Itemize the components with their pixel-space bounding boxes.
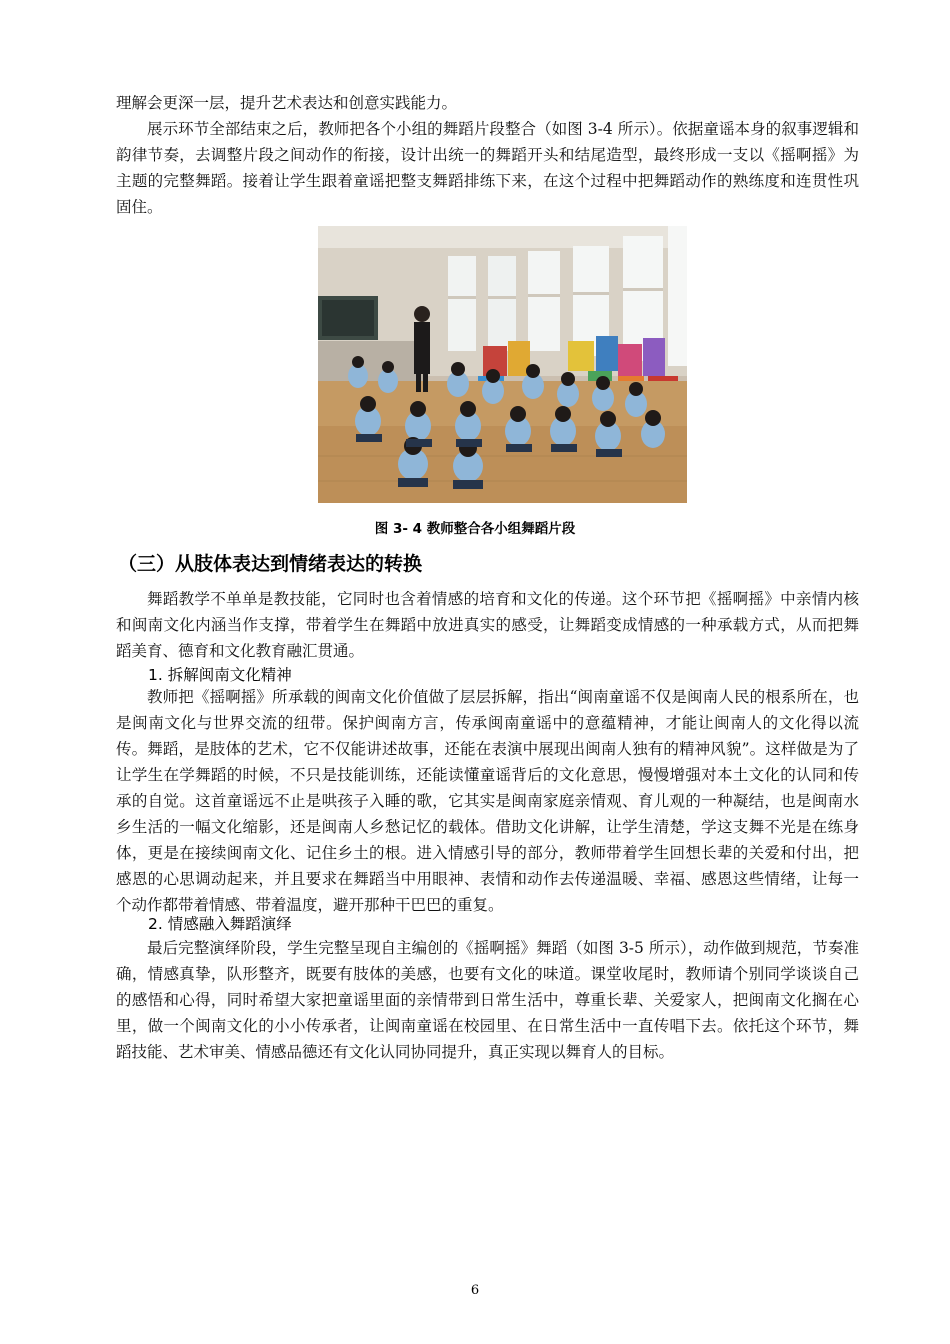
sub1-text <box>116 684 859 918</box>
paragraph: 展示环节全部结束之后，教师把各个小组的舞蹈片段整合（如图 3-4 所示）。依据童谣本身的叙事逻辑和韵律节奏，去调整片段之间动作的衔接，设计出统一的舞蹈开头和结尾造型，最终形成一支以《摇啊摇》为主题的完整舞蹈。接着让学生跟着童谣把整支舞蹈排练下来，在这个过程中把舞蹈动作的熟练度和连贯性巩固住。 <box>116 120 859 216</box>
section-text <box>116 586 859 664</box>
paragraph: 教师把《摇啊摇》所承载的闽南文化价值做了层层拆解，指出“闽南童谣不仅是闽南人民的根系所在，也是闽南文化与世界交流的纽带。保护闽南方言，传承闽南童谣中的意蕴精神，才能让闽南人的文化得以流传。舞蹈，是肢体的艺术，它不仅能讲述故事，还能在表演中展现出闽南人独有的精神风貌”。这样做是为了让学生在学舞蹈的时候，不只是技能训练，还能读懂童谣背后的文化意思，慢慢增强对本土文化的认同和传承的自觉。这首童谣远不止是哄孩子入睡的歌，它其实是闽南家庭亲情观、育儿观的一种凝结，也是闽南水乡生活的一幅文化缩影，还是闽南人乡愁记忆的载体。借助文化讲解，让学生清楚，学这支舞不光是在练身体，更是在接续闽南文化、记住乡土的根。进入情感引导的部分，教师带着学生回想长辈的关爱和付出，把感恩的心思调动起来，并且要求在舞蹈当中用眼神、表情和动作去传递温暖、幸福、感恩这些情绪，让每一个动作都带着情感、带着温度，避开那种干巴巴的重复。 <box>116 688 859 914</box>
intro-text <box>116 90 859 220</box>
paragraph: 最后完整演绎阶段，学生完整呈现自主编创的《摇啊摇》舞蹈（如图 3-5 所示），动作做到规范，节奏准确，情感真挚，队形整齐，既要有肢体的美感，也要有文化的味道。课堂收尾时，教师请个别同学谈谈自己的感悟和心得，同时希望大家把童谣里面的亲情带到日常生活中，尊重长辈、关爱家人，把闽南文化搁在心里，做一个闽南文化的小小传承者，让闽南童谣在校园里、在日常生活中一直传唱下去。依托这个环节，舞蹈技能、艺术审美、情感品德还有文化认同协同提升，真正实现以舞育人的目标。 <box>116 939 859 1061</box>
subheading-1: 1. 拆解闽南文化精神 <box>148 666 292 684</box>
paragraph: 理解会更深一层，提升艺术表达和创意实践能力。 <box>116 94 458 112</box>
figure-caption: 图 3- 4 教师整合各小组舞蹈片段 <box>374 521 576 537</box>
section-heading: （三）从肢体表达到情绪表达的转换 <box>118 553 423 575</box>
page-number: 6 <box>470 1283 480 1298</box>
classroom-dance-photo <box>318 226 687 503</box>
paragraph: 舞蹈教学不单单是教技能，它同时也含着情感的培育和文化的传递。这个环节把《摇啊摇》中亲情内核和闽南文化内涵当作支撑，带着学生在舞蹈中放进真实的感受，让舞蹈变成情感的一种承载方式，从而把舞蹈美育、德育和文化教育融汇贯通。 <box>116 590 859 660</box>
subheading-2: 2. 情感融入舞蹈演绎 <box>148 915 292 933</box>
sub2-text <box>116 935 859 1065</box>
